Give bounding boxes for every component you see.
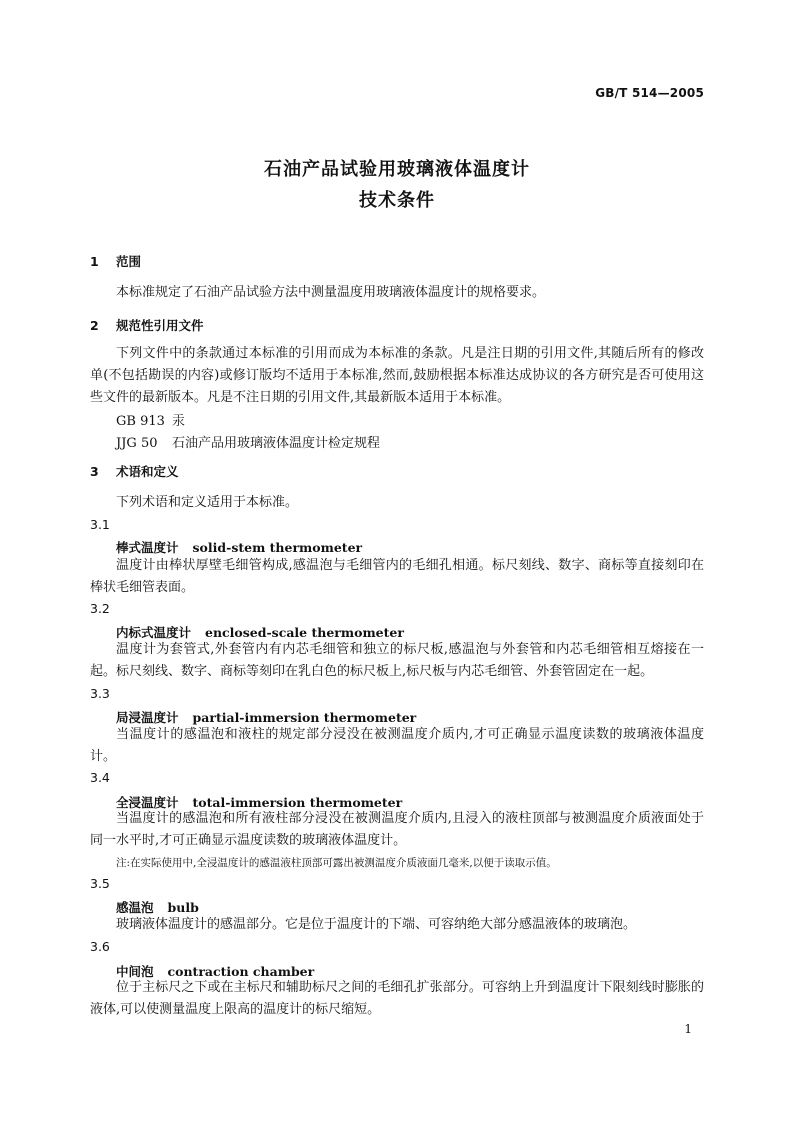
term-definition: 当温度计的感温泡和所有液柱部分浸没在被测温度介质内,且浸入的液柱顶部与被测温度介质液面处于同一水平时,才可正确显示温度读数的玻璃液体温度计。 — [90, 811, 704, 848]
term-title — [116, 538, 362, 556]
section-number: 3 — [90, 464, 99, 479]
document-subtitle: 技术条件 — [359, 190, 435, 211]
term-en: bulb — [167, 900, 199, 915]
reference-code: GB 913 — [116, 414, 165, 429]
section-3-intro: 下列术语和定义适用于本标准。 — [116, 495, 299, 510]
section-title: 规范性引用文件 — [116, 318, 204, 333]
section-heading-2 — [90, 316, 204, 334]
term-definition: 位于主标尺之下或在主标尺和辅助标尺之间的毛细孔扩张部分。可容纳上升到温度计下限刻线时膨胀的液体,可以使测量温度上限高的温度计的标尺缩短。 — [90, 980, 704, 1017]
standard-code: GB/T 514—2005 — [595, 86, 704, 100]
section-title: 范围 — [116, 254, 142, 269]
clause-number: 3.4 — [90, 770, 110, 785]
reference-code: JJG 50 — [116, 436, 158, 451]
clause-number: 3.5 — [90, 876, 110, 891]
reference-name: 汞 — [172, 414, 186, 429]
section-1-body: 本标准规定了石油产品试验方法中测量温度用玻璃液体温度计的规格要求。 — [116, 285, 546, 300]
clause-number: 3.3 — [90, 686, 110, 701]
term-en: solid-stem thermometer — [192, 540, 363, 555]
section-2-body: 下列文件中的条款通过本标准的引用而成为本标准的条款。凡是注日期的引用文件,其随后所有的修改单(不包括勘误的内容)或修订版均不适用于本标准,然而,鼓励根据本标准达成协议的各方研究是否可使用这些文件的最新版本。凡是不注日期的引用文件,其最新版本适用于本标准。 — [90, 346, 704, 405]
term-zh: 中间泡 — [116, 964, 154, 979]
term-definition: 玻璃液体温度计的感温部分。它是位于温度计的下端、可容纳绝大部分感温液体的玻璃泡。 — [116, 917, 637, 932]
term-en: partial-immersion thermometer — [192, 710, 417, 725]
section-title: 术语和定义 — [116, 464, 179, 479]
reference-name: 石油产品用玻璃液体温度计检定规程 — [172, 436, 381, 451]
reference-item — [116, 410, 185, 429]
term-zh: 感温泡 — [116, 900, 154, 915]
reference-item — [116, 432, 380, 451]
term-zh: 局浸温度计 — [116, 710, 179, 725]
term-definition: 当温度计的感温泡和液柱的规定部分浸没在被测温度介质内,才可正确显示温度读数的玻璃液体温度计。 — [90, 727, 704, 764]
page-number: 1 — [684, 1022, 692, 1036]
term-definition: 温度计为套管式,外套管内有内芯毛细管和独立的标尺板,感温泡与外套管和内芯毛细管相互熔接在一起。标尺刻线、数字、商标等刻印在乳白色的标尺板上,标尺板与内芯毛细管、外套管固定在一起。 — [90, 642, 704, 679]
term-zh: 棒式温度计 — [116, 540, 179, 555]
document-title: 石油产品试验用玻璃液体温度计 — [264, 159, 530, 180]
term-note: 注:在实际使用中,全浸温度计的感温液柱顶部可露出被测温度介质液面几毫米,以便于读取示值。 — [116, 857, 557, 869]
term-en: contraction chamber — [167, 964, 315, 979]
term-definition: 温度计由棒状厚壁毛细管构成,感温泡与毛细管内的毛细孔相通。标尺刻线、数字、商标等直接刻印在棒状毛细管表面。 — [90, 558, 704, 595]
term-zh: 内标式温度计 — [116, 625, 192, 640]
term-zh: 全浸温度计 — [116, 795, 179, 810]
section-number: 1 — [90, 254, 99, 269]
section-heading-1 — [90, 252, 141, 270]
section-heading-3 — [90, 462, 179, 480]
section-number: 2 — [90, 318, 99, 333]
clause-number: 3.1 — [90, 517, 110, 532]
clause-number: 3.2 — [90, 601, 110, 616]
term-en: enclosed-scale thermometer — [205, 625, 404, 640]
term-en: total-immersion thermometer — [192, 795, 403, 810]
clause-number: 3.6 — [90, 939, 110, 954]
